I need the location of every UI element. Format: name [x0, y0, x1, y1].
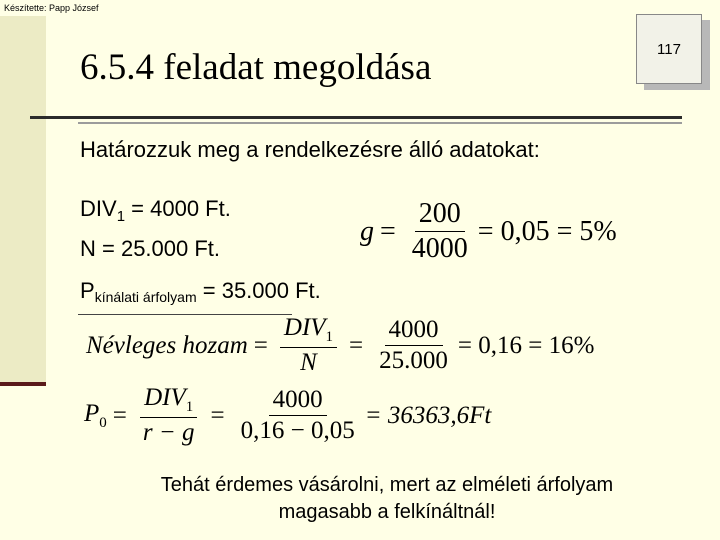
g-numerator: 200	[415, 198, 465, 232]
slide-number: 117	[657, 40, 681, 58]
p0-subscript: 0	[99, 414, 107, 431]
left-decor-bar	[0, 16, 46, 386]
slide-title: 6.5.4 feladat megoldása	[80, 47, 432, 88]
div-subscript: 1	[185, 399, 194, 415]
p0-num-value: 4000	[269, 386, 327, 416]
div-label: DIV	[80, 196, 117, 221]
equals-sign: =	[349, 331, 364, 359]
p-subscript: kínálati árfolyam	[94, 289, 197, 305]
nominal-yield-formula	[86, 314, 594, 377]
nominal-den-value: 25.000	[379, 347, 448, 374]
price-formula	[84, 384, 491, 447]
p0-symbol	[84, 400, 107, 432]
nominal-result: = 0,16 = 16%	[457, 331, 595, 359]
g-denominator: 4000	[411, 233, 468, 264]
div-subscript: 1	[116, 208, 126, 225]
g-result: = 0,05 = 5%	[477, 215, 617, 247]
title-rule-light	[78, 122, 682, 124]
conclusion-line-2: magasabb a felkínáltnál!	[278, 501, 496, 523]
g-symbol: g	[360, 215, 374, 247]
conclusion-line-1: Tehát érdemes vásárolni, mert az elméleti árfolyam	[160, 474, 614, 496]
p0-denominator: r − g	[142, 419, 195, 446]
equals-sign: =	[210, 401, 225, 429]
nominal-yield-label: Névleges hozam	[86, 331, 248, 359]
nominal-fraction-symbolic	[280, 314, 337, 377]
slide-number-badge	[636, 14, 702, 84]
conclusion-text	[82, 472, 692, 526]
p-letter: P	[84, 399, 100, 427]
nominal-denominator: N	[300, 349, 317, 376]
div-subscript: 1	[325, 329, 334, 345]
nominal-fraction-numeric	[375, 316, 452, 375]
g-fraction	[408, 198, 472, 265]
growth-rate-formula	[360, 198, 617, 265]
div-symbol: DIV	[144, 384, 186, 411]
p0-fraction-numeric	[237, 386, 359, 445]
title-rule-dark	[30, 116, 682, 119]
author-credit: Készítette: Papp József	[4, 3, 99, 13]
equals-sign: =	[380, 215, 396, 247]
equals-sign: =	[112, 401, 127, 429]
p0-numerator	[140, 384, 197, 418]
p0-result: = 36363,6Ft	[364, 401, 492, 429]
given-n: N = 25.000 Ft.	[80, 236, 221, 261]
div-symbol: DIV	[283, 314, 326, 341]
equals-sign: =	[253, 331, 268, 359]
div-value: = 4000 Ft.	[131, 196, 231, 221]
nominal-num-value: 4000	[385, 316, 443, 346]
p0-fraction-symbolic	[139, 384, 199, 447]
p-value: = 35.000 Ft.	[202, 278, 321, 303]
nominal-numerator	[280, 314, 337, 348]
p-label: P	[80, 278, 95, 303]
given-p	[80, 278, 321, 305]
given-div	[80, 196, 231, 225]
intro-text: Határozzuk meg a rendelkezésre álló adatokat:	[80, 137, 540, 162]
p0-den-value: 0,16 − 0,05	[240, 417, 355, 444]
